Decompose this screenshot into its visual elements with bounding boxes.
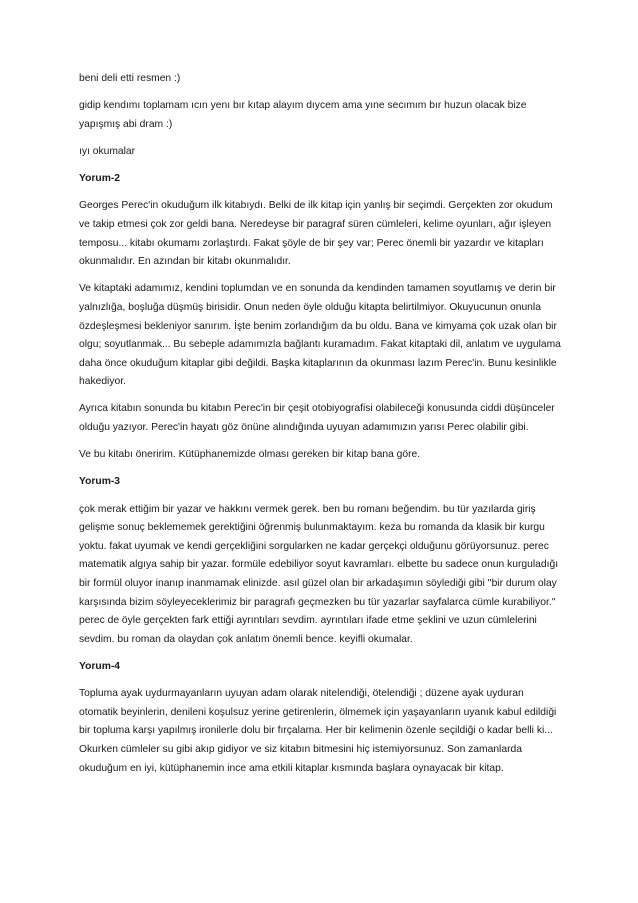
paragraph-yorum-4-body: Topluma ayak uydurmayanların uyuyan adam olarak nitelendiği, ötelendiği ; düzene ayak uyduran otomatik beyinlerin, denileni koşulsuz yerine getirenlerin, ölmemek için yaşayanların uyanık kabul edildiği bir topluma karşı yapılmış ironilerle dolu bir fırçalama. Her bir kelimenin özenle seçildiği o kadar belli ki... Okurken cümleler su gibi akıp gidiyor ve siz kitabın bitmesini hiç istemiyorsunuz. Son zamanlarda okuduğum en iyi, kütüphanemin ince ama etkili kitaplar kısmında başlara oynayacak bir kitap. (79, 688, 557, 774)
paragraph-closing-remark: beni deli etti resmen :) (79, 73, 181, 84)
document-page (79, 70, 563, 787)
paragraph-yorum-2-character: Ve kitaptaki adamımız, kendini toplumdan ve en sonunda da kendinden tamamen soyutlamış ve derin bir yalnızlığa, boşluğa düşmüş birisidir. Onun neden öyle olduğu kitapta belirtilmiyor. Okuyucunun onunla özdeşleşmesi bekleniyor sanırım. İşte benim zorlandığım da bu oldu. Bana ve kimyama çok uzak olan bir olgu; soyutlanmak... Bu sebeple adamımızla bağlantı kuramadım. Fakat kitaptaki dil, anlatım ve uygulama daha önce okuduğum kitaplar gibi değildi. Başka kitaplarının da okunması lazım Perec'in. Bunu kesinlikle hakediyor. (79, 283, 561, 388)
paragraph-yorum-2-autobiography: Ayrıca kitabın sonunda bu kitabın Perec'in bir çeşit otobiyografisi olabileceği konusunda ciddi düşünceler olduğu yazıyor. Perec'in hayatı göz önüne alındığında uyuyan adamımızın yarısı Perec olabilir gibi. (79, 403, 555, 434)
paragraph-yorum-3-body: çok merak ettiğim bir yazar ve hakkını vermek gerek. ben bu romanı beğendim. bu tür yazılarda giriş gelişme sonuç beklememek gerektiğini öğrenmiş bulunmaktayım. keza bu romanda da klasik bir kurgu yoktu. fakat uyumak ve kendi gerçekliğini sorgularken ne kadar gerçekçi olduğunu görüyorsunuz. perec matematik algıya sahip bir yazar. formüle edebiliyor soyut kavramları. elbette bu sadece onun kurguladığı bir formül oluyor inanıp inanmamak elinizde. asıl güzel olan bir arkadaşımın söylediği gibi ''bir durum olay karşısında bizim söyleyeceklerimiz bir paragrafı geçmezken bu tür yazarlar sayfalarca cümle kurabiliyor.'' perec de öyle gerçekten fark ettiği ayrıntıları sevdim. ayrıntıları ifade etme şeklini ve uzun cümlelerini sevdim. bu roman da olaydan çok anlatım önemli bence. keyifli okumalar. (79, 503, 559, 645)
paragraph-yorum-2-recommend: Ve bu kitabı öneririm. Kütüphanemizde olması gereken bir kitap bana göre. (79, 449, 421, 461)
paragraph-yorum-2-intro: Georges Perec'in okuduğum ilk kitabıydı. Belki de ilk kitap için yanlış bir seçimdi. Gerçekten zor okudum ve takip etmesi çok zor geldi bana. Neredeyse bir paragraf süren cümleleri, kelime oyunları, ağır işleyen temposu... kitabı okumamı zorlaştırdı. Fakat şöyle de bir şey var; Perec önemli bir yazardır ve kitapları okunmalıdır. En azından bir kitabı okunmalıdır. (79, 200, 553, 268)
heading-yorum-4: Yorum-4 (79, 660, 121, 672)
heading-yorum-3: Yorum-3 (79, 476, 121, 488)
paragraph-next-book: gidip kendımı toplamam ıcın yenı bır kıtap alayım dıycem ama yıne secımım bır huzun olacak bize yapışmış abi dram :) (79, 100, 527, 130)
heading-yorum-2: Yorum-2 (79, 173, 121, 185)
paragraph-sign-off: ıyı okumalar (79, 145, 136, 157)
